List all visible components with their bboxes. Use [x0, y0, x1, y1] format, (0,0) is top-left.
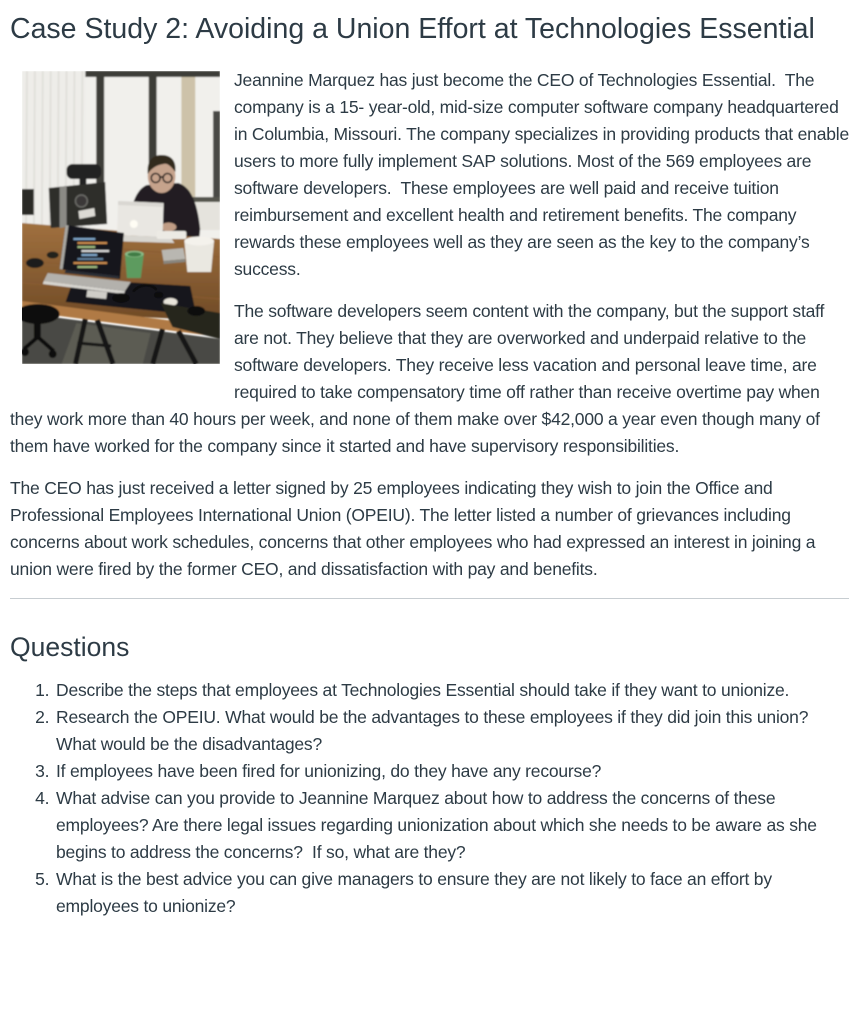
page-title: Case Study 2: Avoiding a Union Effort at Technologies Essential [10, 13, 815, 45]
case-study-article [10, 67, 854, 583]
question-item-5: 5. What is the best advice you can give managers to ensure they are not likely to face an effort by employees to unionize? [54, 866, 849, 920]
question-item-3: 3. If employees have been fired for unionizing, do they have any recourse? [54, 758, 849, 785]
questions-list [10, 677, 849, 920]
section-divider [10, 598, 849, 599]
questions-heading: Questions [10, 632, 130, 662]
question-item-2: 2. Research the OPEIU. What would be the advantages to these employees if they did join this union? What would be the disadvantages? [54, 704, 849, 758]
question-item-1: 1. Describe the steps that employees at Technologies Essential should take if they want to unionize. [54, 677, 849, 704]
case-paragraph-2: The software developers seem content with the company, but the support staff are not. They believe that they are overworked and underpaid relative to the software developers. They receive less vacation and personal leave time, are required to take compensatory time off rather than receive overtime pay when they work more than 40 hours per week, and none of them make over $42,000 a year even though many of them have worked for the company since it started and have supervisory responsibilities. [10, 301, 829, 456]
question-item-4: 4. What advise can you provide to Jeannine Marquez about how to address the concerns of these employees? Are there legal issues regarding unionization about which she needs to be aware as she begins to address the concerns? If so, what are they? [54, 785, 849, 866]
office-workspace-photo [22, 71, 220, 364]
case-paragraph-3: The CEO has just received a letter signed by 25 employees indicating they wish to join the Office and Professional Employees International Union (OPEIU). The letter listed a number of grievances including concerns about work schedules, concerns that other employees who had expressed an interest in joining a union were fired by the former CEO, and dissatisfaction with pay and benefits. [10, 478, 820, 579]
office-photo-illustration [22, 71, 220, 364]
case-paragraph-1: Jeannine Marquez has just become the CEO of Technologies Essential. The company is a 15- year-old, mid-size computer software company headquartered in Columbia, Missouri. The company specializes in providing products that enable users to more fully implement SAP solutions. Most of the 569 employees are software developers. These employees are well paid and receive tuition reimbursement and excellent health and retirement benefits. The company rewards these employees well as they are seen as the key to the company’s success. [234, 70, 854, 279]
